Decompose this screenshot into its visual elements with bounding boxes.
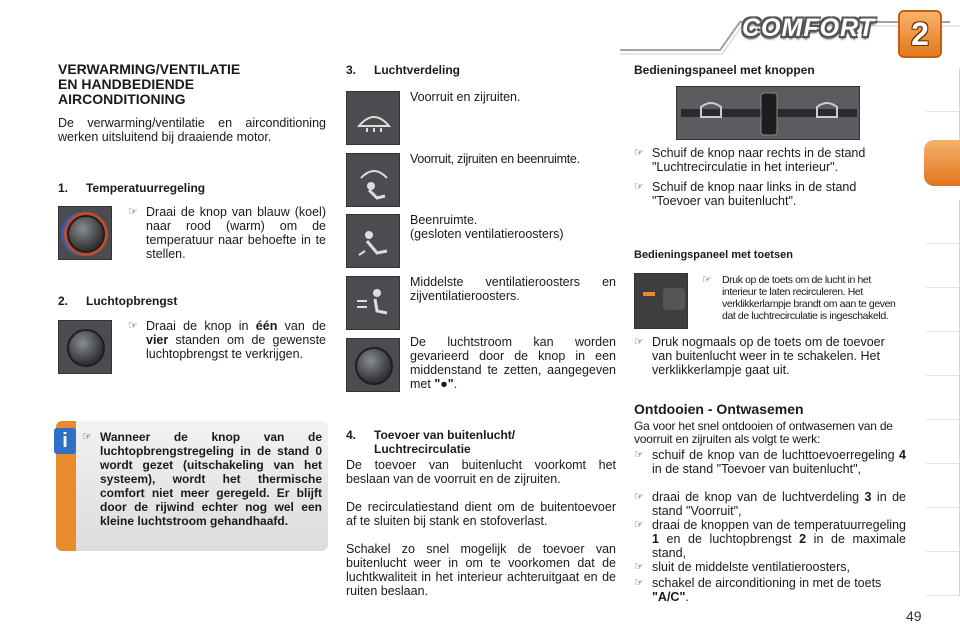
chapter-number: 2 [911, 16, 929, 52]
defrost-step-5 [634, 576, 906, 604]
bullet-text: Druk op de toets om de lucht in het interieur te laten recirculeren. Het verklikkerlampje brandt om aan te geven dat de luchtrecirculatie is ingeschakeld. [722, 274, 896, 322]
chapter-tab [926, 68, 960, 112]
hand-pointer-icon: ☞ [634, 147, 644, 159]
chapter-tab [926, 200, 960, 244]
text: Beenruimte. [410, 213, 478, 227]
indicator-lamp [643, 292, 655, 296]
chapter-tab [926, 552, 960, 596]
windscreen-feet-icon [346, 153, 400, 207]
bullet-text [652, 576, 906, 604]
heading-number: 1. [58, 181, 69, 195]
bullet-text: Draai de knop van blauw (koel) naar rood (warm) om de temperatuur naar behoefte in te stellen. [146, 205, 326, 261]
defrost-step-4 [634, 560, 906, 574]
text-bold: één [255, 319, 278, 333]
text-bold: 2 [799, 532, 807, 546]
heading-text: Toevoer van buitenlucht/ [374, 428, 516, 442]
distribution-text-2: Voorruit, zijruiten en beenruimte. [410, 152, 580, 166]
hand-pointer-icon: ☞ [702, 274, 712, 286]
text: (gesloten ventilatieroosters) [410, 227, 564, 241]
bullet-text [652, 448, 906, 476]
chapter-tab-active [924, 140, 960, 186]
knob [67, 329, 105, 367]
windscreen-icon [346, 91, 400, 145]
temperature-instruction [128, 205, 326, 261]
text: in de stand "Toevoer van buitenlucht", [652, 462, 862, 476]
text-bold: 3 [864, 490, 872, 504]
text-bold: 1 [652, 532, 659, 546]
defrost-intro: Ga voor het snel ontdooien of ontwasemen van de voorruit en zijruiten als volgt te werk: [634, 419, 893, 446]
hand-pointer-icon: ☞ [634, 449, 644, 461]
heading-temperature [58, 181, 318, 195]
middle-position-symbol: "●" [434, 377, 454, 391]
hand-pointer-icon: ☞ [634, 561, 644, 573]
heading-number: 2. [58, 294, 69, 308]
title-line: AIRCONDITIONING [58, 91, 186, 107]
section-title [58, 62, 318, 107]
text: schuif de knop van de luchttoevoerregeling [652, 448, 900, 462]
heading-text: Luchtrecirculatie [374, 442, 471, 456]
heading-number: 4. [346, 428, 357, 442]
defrost-step-1 [634, 448, 906, 476]
hand-pointer-icon: ☞ [634, 181, 644, 193]
distribution-text-4: Middelste ventilatieroosters en zijventilatieroosters. [410, 275, 616, 303]
defrost-step-3 [634, 518, 906, 560]
hand-pointer-icon: ☞ [634, 519, 644, 531]
distribution-text-3 [410, 213, 616, 241]
heading-airflow [58, 294, 318, 308]
chapter-tab [926, 420, 960, 464]
recirculation-p3: Schakel zo snel mogelijk de toevoer van buitenlucht weer in om te voorkomen dat de luchtkwaliteit in het interieur achteruitgaat en de ruiten beslaan. [346, 542, 616, 598]
recirculation-button-image [634, 273, 688, 329]
airflow-instruction [128, 319, 326, 361]
hand-pointer-icon: ☞ [128, 320, 138, 332]
heading-recirculation [346, 428, 606, 456]
chapter-tab [926, 332, 960, 376]
text: De luchtstroom kan worden gevarieerd door de knop in een middenstand te zetten, aangegeven met [410, 335, 616, 391]
chapter-tab [926, 244, 960, 288]
page-number: 49 [906, 608, 922, 624]
recirculation-p2: De recirculatiestand dient om de buitentoevoer af te sluiten bij stank en stofoverlast. [346, 500, 616, 528]
bullet-text: Schuif de knop naar links in de stand "Toevoer van buitenlucht". [652, 180, 857, 208]
bullet-text: Schuif de knop naar rechts in de stand "Luchtrecirculatie in het interieur". [652, 146, 866, 174]
hand-pointer-icon: ☞ [634, 491, 644, 503]
heading-number: 3. [346, 63, 357, 77]
heading-text: Luchtverdeling [374, 63, 461, 77]
title-line: VERWARMING/VENTILATIE [58, 61, 241, 77]
hand-pointer-icon: ☞ [128, 206, 138, 218]
slider-panel-image [676, 86, 860, 140]
info-icon: i [54, 428, 76, 454]
distribution-knob-text: De luchtstroom kan worden gevarieerd door de knop in een middenstand te zetten, aangegeven met "●". [410, 335, 616, 391]
heading-knob-panel: Bedieningspaneel met knoppen [634, 63, 815, 77]
text: standen om de gewenste luchtopbrengst te verkrijgen. [146, 333, 326, 361]
bullet-text: sluit de middelste ventilatieroosters, [652, 560, 851, 574]
text: in de maximale stand, [652, 532, 906, 560]
hand-pointer-icon: ☞ [634, 577, 644, 589]
text: in de stand "Voorruit", [652, 490, 906, 518]
vents-icon [346, 276, 400, 330]
button [663, 288, 685, 310]
bullet-text [652, 490, 906, 518]
text-bold: vier [146, 333, 169, 347]
recirculation-p1: De toevoer van buitenlucht voorkomt het beslaan van de voorruit en de zijruiten. [346, 458, 616, 486]
text-bold: "A/C" [652, 590, 686, 604]
chapter-tab [926, 464, 960, 508]
button-panel-note [702, 274, 906, 322]
knob-panel-bullet-1 [634, 146, 906, 174]
intro-text: De verwarming/ventilatie en airconditioning werken uitsluitend bij draaiende motor. [58, 116, 326, 144]
hand-pointer-icon: ☞ [82, 431, 92, 443]
defrost-step-2 [634, 490, 906, 518]
heading-text: Luchtopbrengst [86, 294, 178, 308]
info-text-body: Wanneer de knop van de luchtopbrengstregeling in de stand 0 wordt gezet (uitschakeling van het systeem), wordt het thermische comfort niet meer geregeld. Er blijft door de rijwind echter nog wel een kleine luchtstroom gehandhaafd. [100, 430, 322, 528]
text: van de [277, 319, 326, 333]
bullet-text [146, 319, 326, 361]
knob [355, 347, 393, 385]
chapter-title: COMFORT [742, 14, 875, 42]
bullet-text: Druk nogmaals op de toets om de toevoer van buitenlucht weer in te schakelen. Het verklikkerlampje gaat uit. [652, 335, 885, 377]
distribution-knob-image [346, 338, 400, 392]
text: Draai de knop in [146, 319, 256, 333]
text: . [685, 590, 689, 604]
chapter-tab [926, 288, 960, 332]
airflow-knob-image [58, 320, 112, 374]
distribution-text-1: Voorruit en zijruiten. [410, 90, 521, 104]
heading-text: Temperatuurregeling [86, 181, 206, 195]
heading-distribution [346, 63, 606, 77]
title-line: EN HANDBEDIENDE [58, 76, 195, 92]
text: draai de knop van de luchtverdeling [652, 490, 865, 504]
info-text [82, 430, 322, 528]
text: schakel de airconditioning in met de toets [652, 576, 882, 590]
hand-pointer-icon: ☞ [634, 336, 644, 348]
chapter-badge [898, 10, 942, 58]
heading-defrost: Ontdooien - Ontwasemen [634, 401, 804, 417]
chapter-tab [926, 376, 960, 420]
button-panel-bullet [634, 335, 906, 377]
chapter-tab [926, 508, 960, 552]
text: en de luchtopbrengst [658, 532, 800, 546]
temperature-knob-image [58, 206, 112, 260]
bullet-text [652, 518, 906, 560]
feet-icon [346, 214, 400, 268]
text-bold: 4 [899, 448, 906, 462]
knob-panel-bullet-2 [634, 180, 906, 208]
knob [67, 215, 105, 253]
text: draai de knoppen van de temperatuurregeling [652, 518, 906, 532]
heading-button-panel: Bedieningspaneel met toetsen [634, 249, 793, 261]
